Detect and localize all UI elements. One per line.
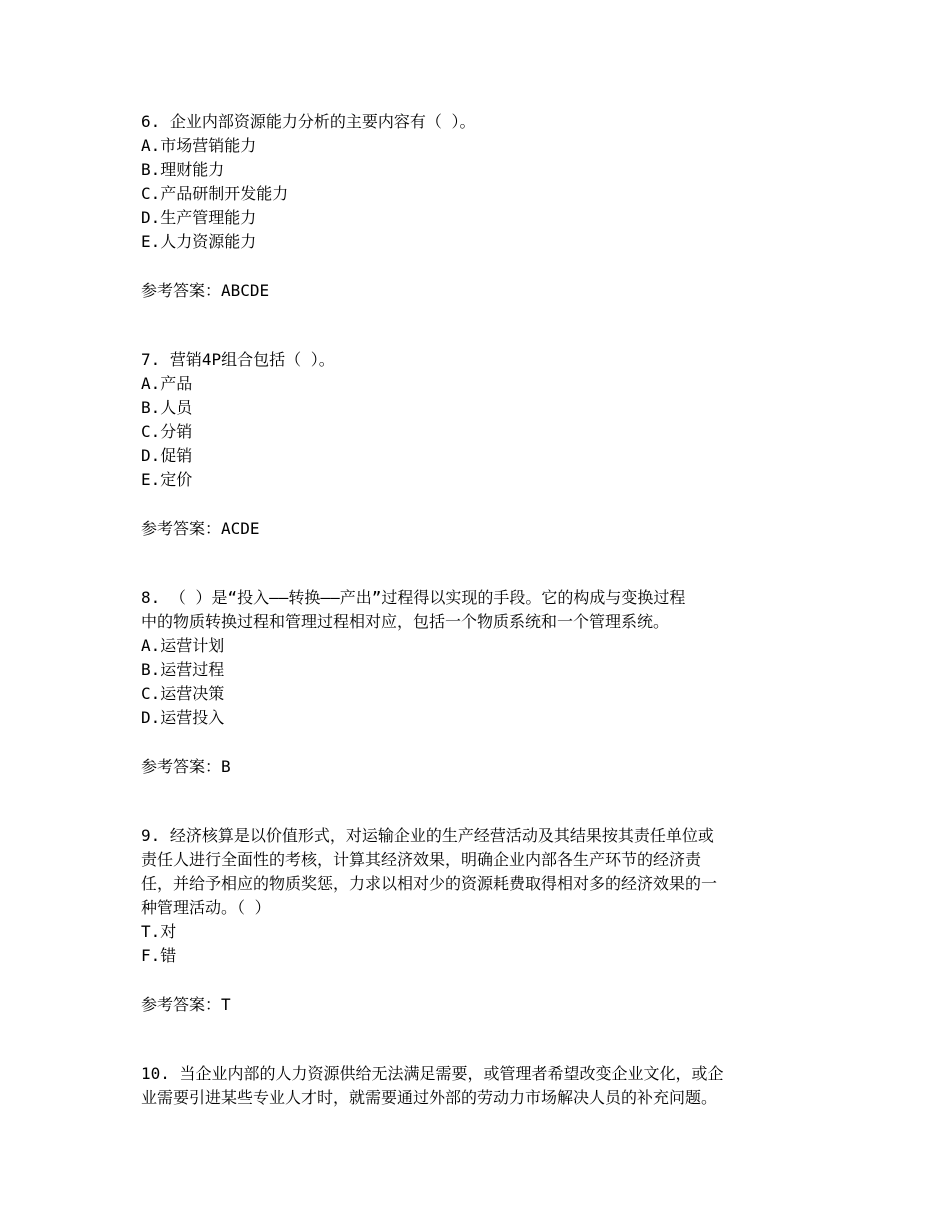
question-stem-line-2: 业需要引进某些专业人才时，就需要通过外部的劳动力市场解决人员的补充问题。 xyxy=(141,1088,718,1107)
option-a: A.市场营销能力 xyxy=(141,136,257,155)
option-d: D.促销 xyxy=(141,446,193,465)
question-10 xyxy=(141,1062,821,1110)
option-t: T.对 xyxy=(141,922,177,941)
answer-line: 参考答案：ABCDE xyxy=(141,281,270,300)
question-stem-line-2: 中的物质转换过程和管理过程相对应，包括一个物质系统和一个管理系统。 xyxy=(141,612,670,631)
option-a: A.产品 xyxy=(141,374,193,393)
option-b: B.理财能力 xyxy=(141,160,225,179)
option-e: E.人力资源能力 xyxy=(141,232,257,251)
question-stem-line-1: 9. 经济核算是以价值形式，对运输企业的生产经营活动及其结果按其责任单位或 xyxy=(141,826,714,845)
option-b: B.运营过程 xyxy=(141,660,225,679)
question-stem-line-4: 种管理活动。（ ） xyxy=(141,898,271,917)
option-d: D.生产管理能力 xyxy=(141,208,257,227)
option-c: C.分销 xyxy=(141,422,193,441)
option-d: D.运营投入 xyxy=(141,708,225,727)
answer-line: 参考答案：T xyxy=(141,995,231,1014)
option-f: F.错 xyxy=(141,946,177,965)
question-stem-line-1: 8. （ ）是“投入——转换——产出”过程得以实现的手段。它的构成与变换过程 xyxy=(141,588,686,607)
question-9 xyxy=(141,824,821,1017)
option-a: A.运营计划 xyxy=(141,636,225,655)
question-stem: 7. 营销4P组合包括（ ）。 xyxy=(141,350,335,369)
question-7 xyxy=(141,348,821,541)
option-e: E.定价 xyxy=(141,470,193,489)
option-b: B.人员 xyxy=(141,398,193,417)
question-8 xyxy=(141,586,821,779)
question-stem-line-2: 责任人进行全面性的考核，计算其经济效果，明确企业内部各生产环节的经济责 xyxy=(141,850,702,869)
option-c: C.产品研制开发能力 xyxy=(141,184,289,203)
question-stem-line-1: 10. 当企业内部的人力资源供给无法满足需要，或管理者希望改变企业文化，或企 xyxy=(141,1064,724,1083)
question-stem: 6. 企业内部资源能力分析的主要内容有（ ）。 xyxy=(141,112,476,131)
answer-line: 参考答案：ACDE xyxy=(141,519,260,538)
answer-line: 参考答案：B xyxy=(141,757,231,776)
document-page xyxy=(141,110,821,1110)
option-c: C.运营决策 xyxy=(141,684,225,703)
question-6 xyxy=(141,110,821,303)
question-stem-line-3: 任，并给予相应的物质奖惩，力求以相对少的资源耗费取得相对多的经济效果的一 xyxy=(141,874,718,893)
